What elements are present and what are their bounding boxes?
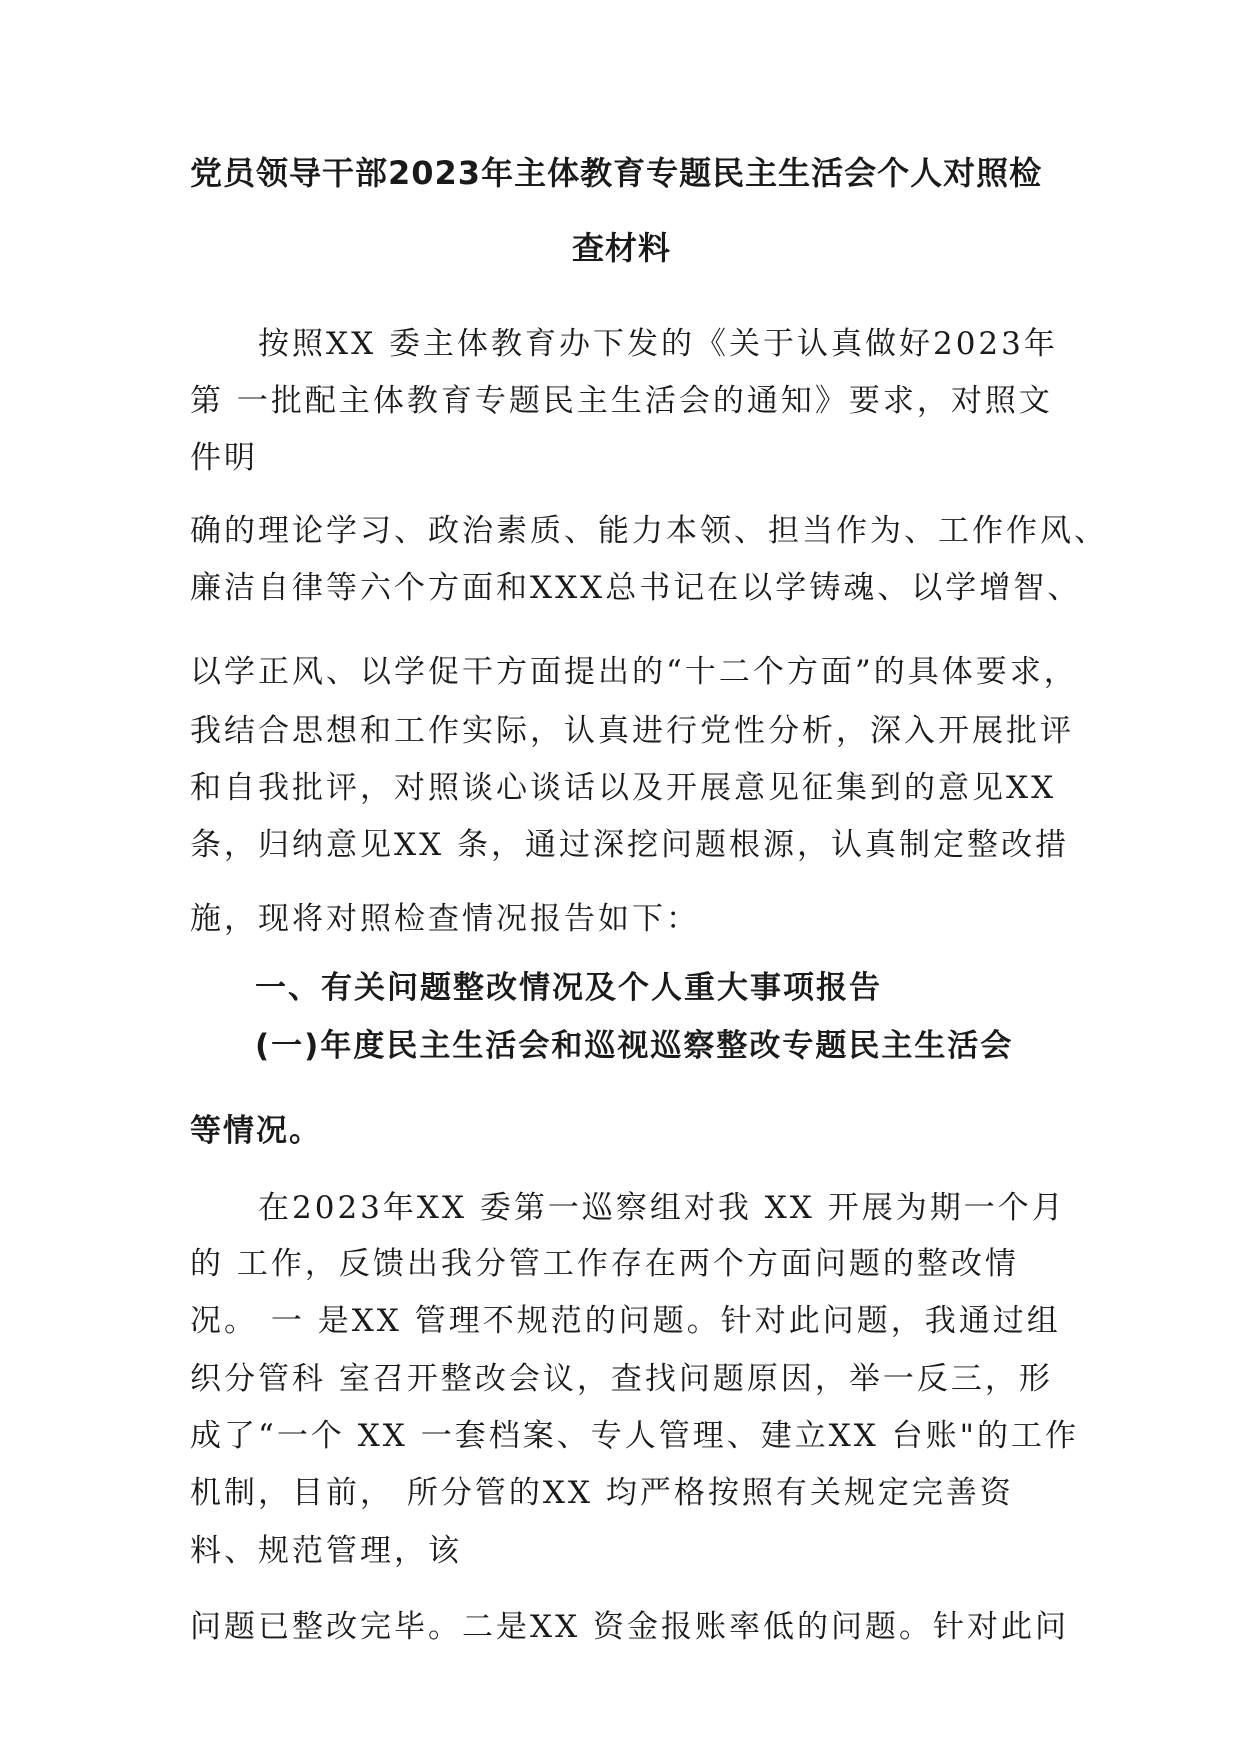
body-line-3: 况。 一 是XX 管理不规范的问题。针对此问题，我通过组 (190, 1303, 1061, 1339)
body-line-6: 机制，目前， 所分管的XX 均严格按照有关规定完善资 (190, 1475, 1014, 1511)
body-line-5: 成了“一个 XX 一套档案、专人管理、建立XX 台账"的工作 (190, 1418, 1079, 1454)
intro-line-9: 条，归纳意见XX 条，通过深挖问题根源，认真制定整改措 (190, 827, 1069, 863)
body-line-4: 织分管科 室召开整改会议，查找问题原因，举一反三，形 (190, 1361, 1053, 1397)
subsection-1-heading-line-2: 等情况。 (190, 1113, 322, 1149)
intro-line-4: 确的理论学习、政治素质、能力本领、担当作为、工作作风、 (190, 513, 1108, 549)
intro-line-2: 第 一批配主体教育专题民主生活会的通知》要求，对照文 (190, 383, 1053, 419)
body-line-8: 问题已整改完毕。二是XX 资金报账率低的问题。针对此问 (190, 1609, 1069, 1645)
intro-line-1: 按照XX 委主体教育办下发的《关于认真做好2023年 (258, 326, 1058, 362)
body-line-2: 的 工作，反馈出我分管工作存在两个方面问题的整改情 (190, 1246, 1019, 1282)
section-1-heading: 一、有关问题整改情况及个人重大事项报告 (255, 970, 882, 1006)
intro-line-7: 我结合思想和工作实际，认真进行党性分析，深入开展批评 (190, 713, 1074, 749)
intro-line-8: 和自我批评，对照谈心谈话以及开展意见征集到的意见XX (190, 770, 1057, 806)
intro-line-5: 廉洁自律等六个方面和XXX总书记在以学铸魂、以学增智、 (190, 570, 1082, 606)
document-title-line-1: 党员领导干部2023年主体教育专题民主生活会个人对照检 (190, 154, 1043, 192)
body-line-7: 料、规范管理，该 (190, 1533, 462, 1569)
intro-line-3: 件明 (190, 440, 258, 476)
body-line-1: 在2023年XX 委第一巡察组对我 XX 开展为期一个月 (258, 1190, 1066, 1226)
intro-line-10: 施，现将对照检查情况报告如下： (190, 901, 700, 937)
document-title-line-2: 查材料 (572, 229, 672, 267)
intro-line-6: 以学正风、以学促干方面提出的“十二个方面”的具体要求， (190, 654, 1078, 690)
subsection-1-heading-line-1: (一)年度民主生活会和巡视巡察整改专题民主生活会 (255, 1028, 1014, 1064)
